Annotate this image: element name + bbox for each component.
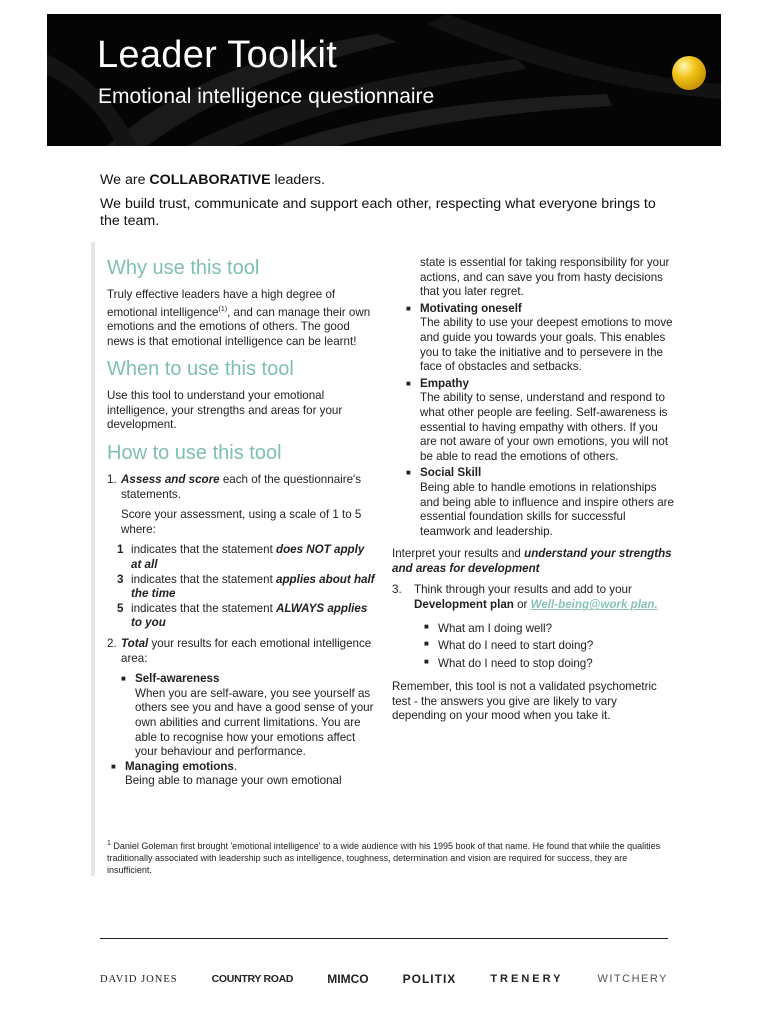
bullet-icon: ■ xyxy=(424,621,429,631)
scale-item: 5 indicates that the statement ALWAYS applies to you xyxy=(117,601,368,630)
step-3: 3. Think through your results and add to your Development plan or Well-being@work plan. xyxy=(392,583,658,612)
collaborative-keyword: COLLABORATIVE xyxy=(149,172,271,188)
left-column xyxy=(107,256,375,789)
left-accent-bar xyxy=(91,242,95,876)
score-scale xyxy=(107,543,375,631)
when-heading: When to use this tool xyxy=(107,358,294,381)
page-subtitle: Emotional intelligence questionnaire xyxy=(98,85,435,108)
scale-item: 3 indicates that the statement applies about half the time xyxy=(117,572,375,601)
brand-david-jones: DAVID JONES xyxy=(100,973,178,985)
brand-mimco: MIMCO xyxy=(327,972,369,986)
header-banner xyxy=(47,14,721,146)
bullet-icon: ■ xyxy=(406,468,411,478)
question-item: ■ What do I need to stop doing? xyxy=(424,655,674,673)
when-text: Use this tool to understand your emotional intelligence, your strengths and areas for your development. xyxy=(107,389,343,432)
remember-text: Remember, this tool is not a validated psychometric test - the answers you give are likely to vary depending on your mood when you take it. xyxy=(392,680,657,723)
footer-divider xyxy=(100,938,668,939)
intro-line-1: We are COLLABORATIVE leaders. xyxy=(100,172,325,188)
area-managing-emotions: ■ Managing emotions. Being able to manage your own emotional xyxy=(111,759,342,788)
why-heading: Why use this tool xyxy=(107,257,260,279)
intro-line-2: We build trust, communicate and support each other, respecting what everyone brings to the team. xyxy=(100,196,656,229)
bullet-icon: ■ xyxy=(424,656,429,666)
step-2: 2. Total your results for each emotional intelligence area: xyxy=(107,636,372,665)
area-empathy: ■ Empathy The ability to sense, understand and respond to what other people are feeling. Self-awareness is essential to having empathy with others. If you are not aware of your own emotions, you will not be able to read the emotions of others. xyxy=(406,376,669,463)
how-heading: How to use this tool xyxy=(107,442,282,465)
step-1: 1. Assess and score each of the questionnaire's statements. xyxy=(107,473,362,501)
bullet-icon: ■ xyxy=(121,674,126,684)
footnote: $^1$ Daniel Goleman first brought 'emotional intelligence' to a wide audience with his 1995 book of that name. He found that while the qualities traditionally associated with leadership such as intelligence, toughness, determination and vision are required for success, they are insufficient. xyxy=(107,840,661,876)
intro xyxy=(100,172,670,237)
managing-emotions-continued: state is essential for taking responsibility for your actions, and can save you from hasty decisions that you later regret. xyxy=(420,256,670,299)
brand-trenery: TRENERY xyxy=(490,973,564,985)
right-column xyxy=(392,256,674,724)
question-item: ■ What do I need to start doing? xyxy=(424,637,674,655)
bullet-icon: ■ xyxy=(406,378,411,388)
question-item: ■ What am I doing well? xyxy=(424,620,674,638)
score-intro: Score your assessment, using a scale of 1 to 5 where: xyxy=(121,508,362,536)
area-motivating-oneself: ■ Motivating oneself The ability to use your deepest emotions to move and guide you towards your goals. This enables you to take the initiative and to persevere in the face of obstacles and setbacks. xyxy=(406,301,673,374)
why-text: Truly effective leaders have a high degree of emotional intelligence$^{(1)}$, and can manage their own emotions and the emotions of others. The good news is that emotional intelligence can be learnt! xyxy=(107,288,371,348)
brand-logos xyxy=(100,972,668,986)
brand-witchery: WITCHERY xyxy=(597,973,668,985)
brand-country-road: COUNTRY ROAD xyxy=(211,973,294,985)
area-self-awareness: ■ Self-awareness When you are self-aware, you see yourself as others see you and have a good sense of your own abilities and current limitations. You are able to recognise how your emotions affect your behaviour and performance. xyxy=(121,672,374,759)
reflection-questions xyxy=(410,620,674,673)
area-social-skill: ■ Social Skill Being able to handle emotions in relationships and being able to influence and inspire others are essential foundation skills for successful teamwork and leadership. xyxy=(406,466,674,538)
page-title: Leader Toolkit xyxy=(97,34,338,76)
brand-politix: POLITIX xyxy=(402,972,457,986)
bullet-icon: ■ xyxy=(424,639,429,649)
scale-item: 1 indicates that the statement does NOT apply at all xyxy=(117,543,365,571)
bullet-icon: ■ xyxy=(111,761,116,771)
wellbeing-plan-link[interactable]: Well-being@work plan. xyxy=(530,598,658,612)
bullet-icon: ■ xyxy=(406,303,411,313)
gold-ball-graphic xyxy=(672,56,706,90)
interpret-text: Interpret your results and understand your strengths and areas for development xyxy=(392,547,672,575)
